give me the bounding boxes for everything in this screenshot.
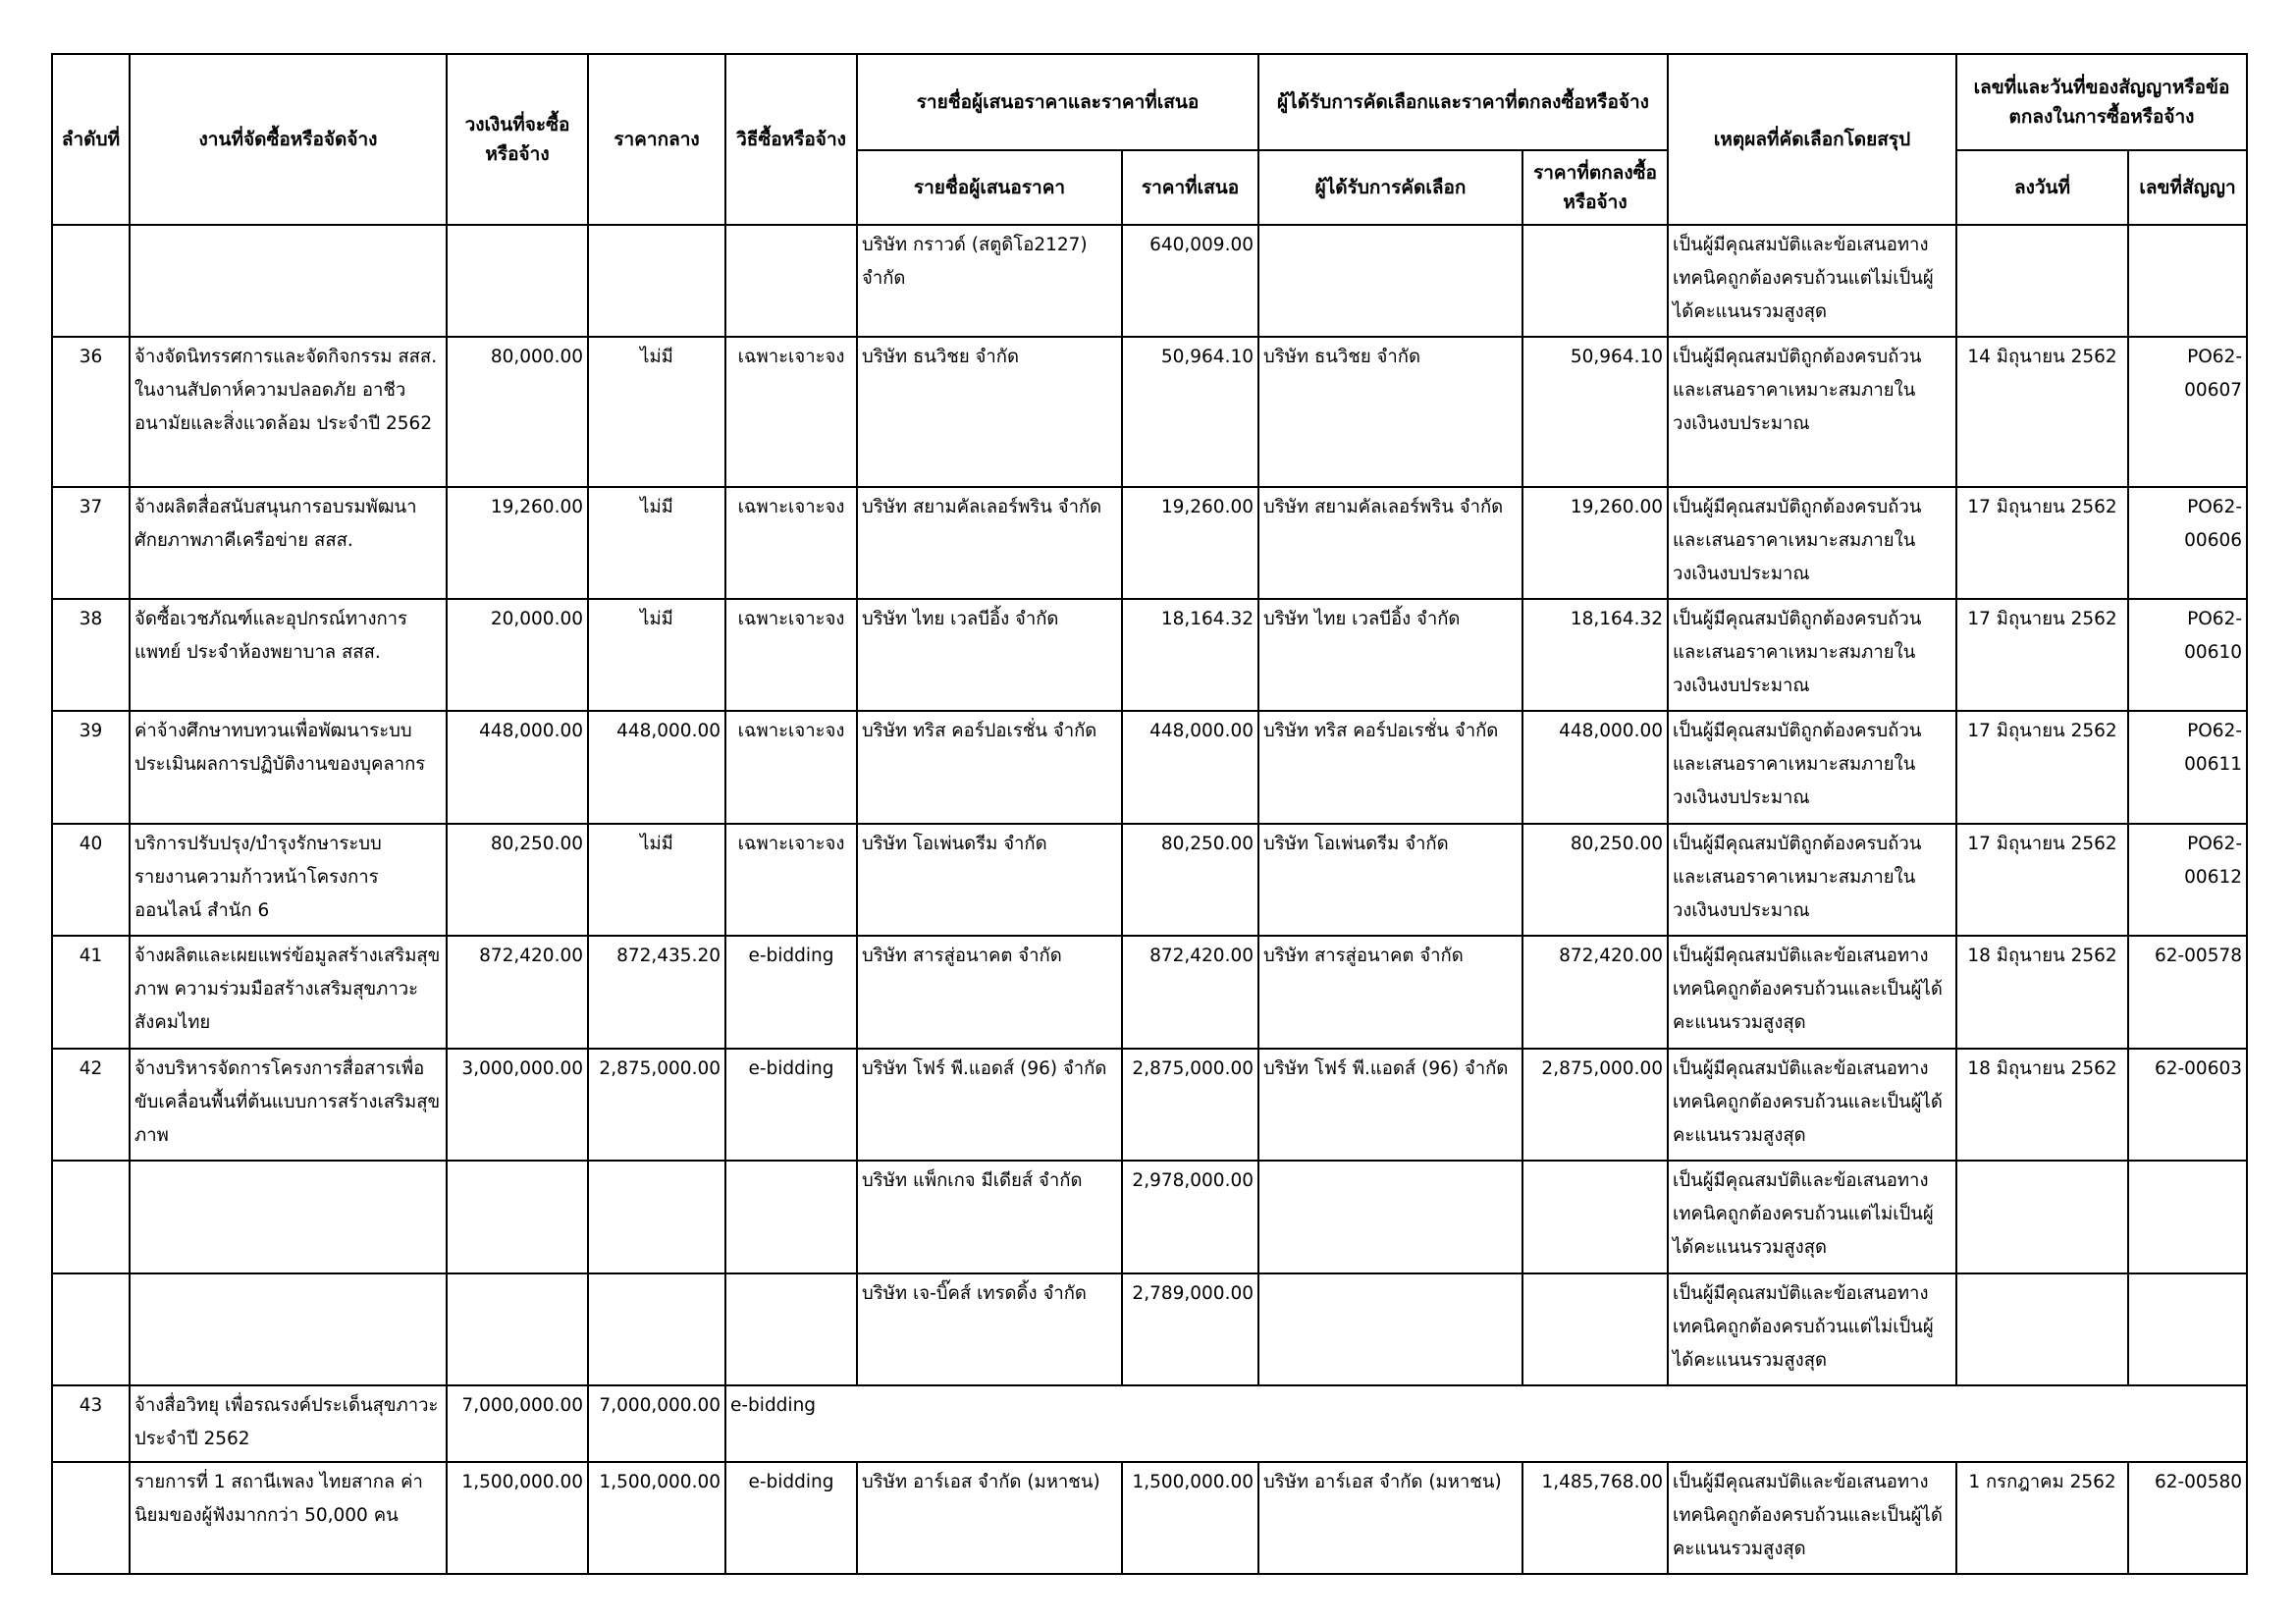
cell-agreed [1522,1273,1668,1385]
cell-method [725,1273,857,1385]
cell-method [725,225,857,337]
cell-work [130,1273,447,1385]
cell-work [130,225,447,337]
cell-work: จ้างจัดนิทรรศการและจัดกิจกรรม สสส. ในงานสัปดาห์ความปลอดภัย อาชีวอนามัยและสิ่งแวดล้อม ประจำปี 2562 [130,337,447,487]
cell-agreed: 448,000.00 [1522,711,1668,824]
cell-bidder: บริษัท แพ็กเกจ มีเดียส์ จำกัด [857,1161,1122,1273]
cell-contract: 62-00578 [2128,936,2247,1049]
cell-date: 17 มิถุนายน 2562 [1956,711,2128,824]
cell-contract: 62-00603 [2128,1049,2247,1161]
cell-method: e-bidding [725,1049,857,1161]
cell-selected [1258,1273,1522,1385]
procurement-report-page [51,53,2246,1571]
header-agreed-price: ราคาที่ตกลงซื้อหรือจ้าง [1522,150,1668,225]
header-contract-group: เลขที่และวันที่ของสัญญาหรือข้อตกลงในการซื้อหรือจ้าง [1956,54,2247,150]
cell-selected: บริษัท โอเพ่นดรีม จำกัด [1258,824,1522,936]
cell-reason: เป็นผู้มีคุณสมบัติถูกต้องครบถ้วนและเสนอราคาเหมาะสมภายในวงเงินงบประมาณ [1668,711,1956,824]
cell-contract: PO62-00607 [2128,337,2247,487]
table-row [52,1462,2247,1574]
cell-contract [2128,1161,2247,1273]
cell-bid: 2,978,000.00 [1122,1161,1258,1273]
header-selected-group: ผู้ได้รับการคัดเลือกและราคาที่ตกลงซื้อหรือจ้าง [1258,54,1668,150]
cell-date: 14 มิถุนายน 2562 [1956,337,2128,487]
cell-method: e-bidding [725,1462,857,1574]
cell-selected: บริษัท โฟร์ พี.แอดส์ (96) จำกัด [1258,1049,1522,1161]
cell-agreed [1522,1161,1668,1273]
cell-contract: 62-00580 [2128,1462,2247,1574]
cell-date: 17 มิถุนายน 2562 [1956,599,2128,711]
cell-work: จ้างบริหารจัดการโครงการสื่อสารเพื่อขับเคลื่อนพื้นที่ต้นแบบการสร้างเสริมสุขภาพ [130,1049,447,1161]
table-row [52,599,2247,711]
cell-work: รายการที่ 1 สถานีเพลง ไทยสากล ค่านิยมของผู้ฟังมากกว่า 50,000 คน [130,1462,447,1574]
cell-budget: 19,260.00 [447,487,588,599]
cell-median: 448,000.00 [588,711,725,824]
cell-work: จ้างผลิตและเผยแพร่ข้อมูลสร้างเสริมสุขภาพ ความร่วมมือสร้างเสริมสุขภาวะสังคมไทย [130,936,447,1049]
cell-reason: เป็นผู้มีคุณสมบัติและข้อเสนอทางเทคนิคถูกต้องครบถ้วนแต่ไม่เป็นผู้ได้คะแนนรวมสูงสุด [1668,1273,1956,1385]
cell-work: จัดซื้อเวชภัณฑ์และอุปกรณ์ทางการแพทย์ ประจำห้องพยาบาล สสส. [130,599,447,711]
cell-date [1956,1273,2128,1385]
cell-method: เฉพาะเจาะจง [725,711,857,824]
cell-date: 18 มิถุนายน 2562 [1956,1049,2128,1161]
cell-selected: บริษัท สยามคัลเลอร์พริน จำกัด [1258,487,1522,599]
cell-contract [2128,225,2247,337]
table-row [52,337,2247,487]
cell-bid: 640,009.00 [1122,225,1258,337]
cell-no: 36 [52,337,130,487]
cell-bid: 872,420.00 [1122,936,1258,1049]
cell-budget [447,225,588,337]
cell-method: เฉพาะเจาะจง [725,824,857,936]
cell-bidder: บริษัท ธนวิชย จำกัด [857,337,1122,487]
cell-agreed: 2,875,000.00 [1522,1049,1668,1161]
cell-bidder: บริษัท สยามคัลเลอร์พริน จำกัด [857,487,1122,599]
cell-contract: PO62-00612 [2128,824,2247,936]
cell-no: 40 [52,824,130,936]
cell-bid: 448,000.00 [1122,711,1258,824]
cell-agreed: 50,964.10 [1522,337,1668,487]
cell-median [588,1273,725,1385]
cell-date: 17 มิถุนายน 2562 [1956,487,2128,599]
cell-selected [1258,1161,1522,1273]
table-header [52,54,2247,225]
cell-date: 18 มิถุนายน 2562 [1956,936,2128,1049]
cell-no [52,225,130,337]
cell-budget: 1,500,000.00 [447,1462,588,1574]
cell-reason: เป็นผู้มีคุณสมบัติถูกต้องครบถ้วนและเสนอราคาเหมาะสมภายในวงเงินงบประมาณ [1668,337,1956,487]
cell-budget [447,1161,588,1273]
table-row [52,1161,2247,1273]
header-date: ลงวันที่ [1956,150,2128,225]
cell-agreed: 1,485,768.00 [1522,1462,1668,1574]
cell-median [588,225,725,337]
cell-work: บริการปรับปรุง/บำรุงรักษาระบบรายงานความก้าวหน้าโครงการออนไลน์ สำนัก 6 [130,824,447,936]
header-median: ราคากลาง [588,54,725,225]
header-no: ลำดับที่ [52,54,130,225]
cell-contract: PO62-00606 [2128,487,2247,599]
cell-no: 41 [52,936,130,1049]
cell-agreed: 80,250.00 [1522,824,1668,936]
cell-selected [1258,225,1522,337]
cell-median: 1,500,000.00 [588,1462,725,1574]
cell-contract: PO62-00611 [2128,711,2247,824]
cell-work: จ้างสื่อวิทยุ เพื่อรณรงค์ประเด็นสุขภาวะ ประจำปี 2562 [130,1385,447,1462]
cell-bidder: บริษัท สารสู่อนาคต จำกัด [857,936,1122,1049]
cell-median: ไม่มี [588,824,725,936]
cell-bidder: บริษัท อาร์เอส จำกัด (มหาชน) [857,1462,1122,1574]
cell-method: เฉพาะเจาะจง [725,337,857,487]
cell-selected: บริษัท ธนวิชย จำกัด [1258,337,1522,487]
cell-agreed: 18,164.32 [1522,599,1668,711]
table-row [52,225,2247,337]
cell-method [725,1161,857,1273]
cell-reason: เป็นผู้มีคุณสมบัติถูกต้องครบถ้วนและเสนอราคาเหมาะสมภายในวงเงินงบประมาณ [1668,487,1956,599]
cell-no: 37 [52,487,130,599]
cell-bid: 2,875,000.00 [1122,1049,1258,1161]
cell-bidder: บริษัท ทริส คอร์ปอเรชั่น จำกัด [857,711,1122,824]
cell-no: 43 [52,1385,130,1462]
cell-budget: 80,000.00 [447,337,588,487]
cell-reason: เป็นผู้มีคุณสมบัติและข้อเสนอทางเทคนิคถูกต้องครบถ้วนแต่ไม่เป็นผู้ได้คะแนนรวมสูงสุด [1668,1161,1956,1273]
table-row [52,1049,2247,1161]
header-bidders-group: รายชื่อผู้เสนอราคาและราคาที่เสนอ [857,54,1258,150]
header-bidder-name: รายชื่อผู้เสนอราคา [857,150,1122,225]
table-row [52,936,2247,1049]
table-row [52,711,2247,824]
cell-median: ไม่มี [588,599,725,711]
cell-budget: 448,000.00 [447,711,588,824]
cell-work: จ้างผลิตสื่อสนับสนุนการอบรมพัฒนาศักยภาพภาคีเครือข่าย สสส. [130,487,447,599]
cell-reason: เป็นผู้มีคุณสมบัติและข้อเสนอทางเทคนิคถูกต้องครบถ้วนและเป็นผู้ได้คะแนนรวมสูงสุด [1668,1462,1956,1574]
cell-bidder: บริษัท โอเพ่นดรีม จำกัด [857,824,1122,936]
cell-date: 1 กรกฎาคม 2562 [1956,1462,2128,1574]
table-row [52,1385,2247,1462]
cell-median [588,1161,725,1273]
cell-no: 42 [52,1049,130,1161]
table-row [52,1273,2247,1385]
cell-budget: 20,000.00 [447,599,588,711]
cell-agreed [1522,225,1668,337]
header-reason: เหตุผลที่คัดเลือกโดยสรุป [1668,54,1956,225]
header-work: งานที่จัดซื้อหรือจัดจ้าง [130,54,447,225]
cell-median: 2,875,000.00 [588,1049,725,1161]
cell-median: ไม่มี [588,337,725,487]
cell-bidder: บริษัท กราวด์ (สตูดิโอ2127) จำกัด [857,225,1122,337]
cell-bid: 80,250.00 [1122,824,1258,936]
cell-median: ไม่มี [588,487,725,599]
cell-median: 872,435.20 [588,936,725,1049]
cell-budget [447,1273,588,1385]
cell-no [52,1273,130,1385]
cell-date [1956,1161,2128,1273]
table-body [52,225,2247,1574]
cell-method: e-bidding [725,936,857,1049]
cell-selected: บริษัท สารสู่อนาคต จำกัด [1258,936,1522,1049]
procurement-table [51,53,2248,1575]
header-method: วิธีซื้อหรือจ้าง [725,54,857,225]
cell-bid: 1,500,000.00 [1122,1462,1258,1574]
cell-agreed: 19,260.00 [1522,487,1668,599]
cell-budget: 7,000,000.00 [447,1385,588,1462]
table-row [52,824,2247,936]
cell-budget: 80,250.00 [447,824,588,936]
cell-date: 17 มิถุนายน 2562 [1956,824,2128,936]
cell-method: เฉพาะเจาะจง [725,487,857,599]
cell-work [130,1161,447,1273]
cell-bidder: บริษัท ไทย เวลบีอิ้ง จำกัด [857,599,1122,711]
cell-selected: บริษัท ทริส คอร์ปอเรชั่น จำกัด [1258,711,1522,824]
cell-method: เฉพาะเจาะจง [725,599,857,711]
table-row [52,487,2247,599]
cell-budget: 872,420.00 [447,936,588,1049]
cell-bidder: บริษัท เจ-บิ๊คส์ เทรดดิ้ง จำกัด [857,1273,1122,1385]
cell-bidder: บริษัท โฟร์ พี.แอดส์ (96) จำกัด [857,1049,1122,1161]
cell-selected: บริษัท ไทย เวลบีอิ้ง จำกัด [1258,599,1522,711]
cell-reason: เป็นผู้มีคุณสมบัติและข้อเสนอทางเทคนิคถูกต้องครบถ้วนและเป็นผู้ได้คะแนนรวมสูงสุด [1668,1049,1956,1161]
header-contract-no: เลขที่สัญญา [2128,150,2247,225]
header-bid-price: ราคาที่เสนอ [1122,150,1258,225]
cell-median: 7,000,000.00 [588,1385,725,1462]
cell-bid: 19,260.00 [1122,487,1258,599]
cell-reason: เป็นผู้มีคุณสมบัติถูกต้องครบถ้วนและเสนอราคาเหมาะสมภายในวงเงินงบประมาณ [1668,824,1956,936]
header-selected-name: ผู้ได้รับการคัดเลือก [1258,150,1522,225]
cell-reason: เป็นผู้มีคุณสมบัติและข้อเสนอทางเทคนิคถูกต้องครบถ้วนแต่ไม่เป็นผู้ได้คะแนนรวมสูงสุด [1668,225,1956,337]
cell-selected: บริษัท อาร์เอส จำกัด (มหาชน) [1258,1462,1522,1574]
cell-bid: 2,789,000.00 [1122,1273,1258,1385]
cell-date [1956,225,2128,337]
cell-no [52,1161,130,1273]
header-budget: วงเงินที่จะซื้อหรือจ้าง [447,54,588,225]
cell-bid: 18,164.32 [1122,599,1258,711]
cell-work: ค่าจ้างศึกษาทบทวนเพื่อพัฒนาระบบประเมินผลการปฏิบัติงานของบุคลากร [130,711,447,824]
cell-method: e-bidding [725,1385,2247,1462]
cell-reason: เป็นผู้มีคุณสมบัติถูกต้องครบถ้วนและเสนอราคาเหมาะสมภายในวงเงินงบประมาณ [1668,599,1956,711]
cell-budget: 3,000,000.00 [447,1049,588,1161]
cell-agreed: 872,420.00 [1522,936,1668,1049]
cell-reason: เป็นผู้มีคุณสมบัติและข้อเสนอทางเทคนิคถูกต้องครบถ้วนและเป็นผู้ได้คะแนนรวมสูงสุด [1668,936,1956,1049]
cell-contract: PO62-00610 [2128,599,2247,711]
cell-no [52,1462,130,1574]
cell-bid: 50,964.10 [1122,337,1258,487]
cell-no: 39 [52,711,130,824]
cell-no: 38 [52,599,130,711]
cell-contract [2128,1273,2247,1385]
